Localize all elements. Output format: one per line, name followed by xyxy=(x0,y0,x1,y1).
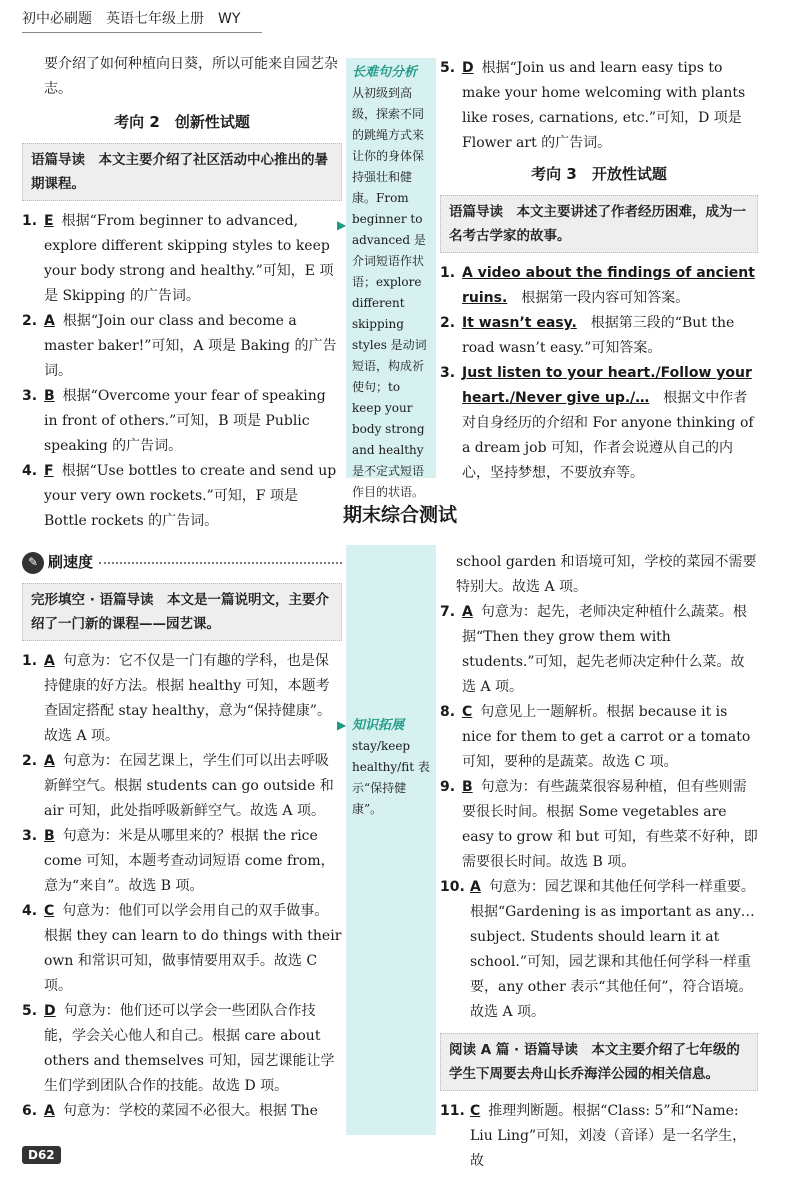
top-right-column xyxy=(440,56,758,486)
item-answer: D xyxy=(44,1003,56,1019)
item-number: 6. xyxy=(22,1103,38,1119)
reading-guide-2: 语篇导读 本文主要讲述了作者经历困难，成为一名考古学家的故事。 xyxy=(440,195,758,253)
item-number: 2. xyxy=(22,753,38,769)
item-number: 1. xyxy=(22,213,38,229)
bottom-left-column xyxy=(22,550,342,1124)
answer-item xyxy=(22,899,342,999)
reading-a-guide: 阅读 A 篇 · 语篇导读 本文主要介绍了七年级的学生下周要去舟山长乔海洋公园的相关信息。 xyxy=(440,1033,758,1091)
item-text: 根据“Overcome your fear of speaking in front of others.”可知，B 项是 Public speaking 的广告词。 xyxy=(44,388,326,454)
item-answer: A xyxy=(44,313,55,329)
item-text: 句意为：它不仅是一门有趣的学科，也是保持健康的好方法。根据 healthy 可知，本题考查固定搭配 stay healthy，意为“保持健康”。故选 A 项。 xyxy=(44,653,331,744)
sidebar-text: 从初级到高级，探索不同的跳绳方式来让你的身体保持强壮和健康。From beginner to advanced 是介词短语作状语；explore different skipping styles 是动词短语，构成祈使句；to keep your body strong and healthy 是不定式短语作目的状语。 xyxy=(352,86,427,499)
item-number: 3. xyxy=(22,828,38,844)
item-text: 根据“Join us and learn easy tips to make your home welcoming with plants like roses, carnations, etc.”可知，D 项是 Flower art 的广告词。 xyxy=(462,60,746,151)
answer-item xyxy=(22,649,342,749)
answer-item xyxy=(440,361,758,486)
item-answer: A video about the findings of ancient ruins. xyxy=(462,265,755,306)
item-answer: B xyxy=(44,388,55,404)
section-title-2: 考向 2 创新性试题 xyxy=(114,113,250,131)
item-number: 4. xyxy=(22,463,38,479)
section-title-3: 考向 3 开放性试题 xyxy=(531,165,667,183)
answer-item xyxy=(22,309,342,384)
item-answer: F xyxy=(44,463,54,479)
answer-item xyxy=(440,775,758,875)
item-answer: A xyxy=(44,1103,55,1119)
item-number: 3. xyxy=(440,365,456,381)
item-text: 根据文中作者对自身经历的介绍和 For anyone thinking of a dream job 可知，作者会说遵从自己的内心，坚持梦想，不要放弃等。 xyxy=(462,390,754,481)
page-number: D62 xyxy=(22,1146,61,1164)
answer-item xyxy=(22,384,342,459)
answer-item xyxy=(440,600,758,700)
item-text: 根据“Join our class and become a master baker!”可知，A 项是 Baking 的广告词。 xyxy=(44,313,337,379)
item-number: 8. xyxy=(440,704,456,720)
item-text: 根据第三段的“But the road wasn’t easy.”可知答案。 xyxy=(462,315,735,356)
sidebar-text: stay/keep healthy/fit 表示“保持健康”。 xyxy=(352,739,430,816)
pointer-arrow-icon: ▶ xyxy=(337,218,347,232)
bottom-right-column xyxy=(440,550,758,1174)
item-answer: D xyxy=(462,60,474,76)
item-number: 11. xyxy=(440,1103,465,1119)
item-number: 2. xyxy=(22,313,38,329)
pencil-icon: ✎ xyxy=(22,552,44,574)
item-number: 7. xyxy=(440,604,456,620)
top-left-column xyxy=(22,52,342,534)
answer-item xyxy=(22,1099,342,1124)
item-answer: Just listen to your heart./Follow your heart./Never give up./… xyxy=(462,365,752,406)
item-answer: A xyxy=(44,653,55,669)
answer-item xyxy=(440,311,758,361)
item-number: 1. xyxy=(440,265,456,281)
item-text: 根据第一段内容可知答案。 xyxy=(521,290,690,306)
item-text: 句意为：他们还可以学会一些团队合作技能，学会关心他人和自己。根据 care about others and themselves 可知，园艺课能让学生们学到团队合作的技能。故选 D 项。 xyxy=(44,1003,335,1094)
answer-item xyxy=(22,824,342,899)
item-answer: A xyxy=(462,604,473,620)
item-number: 10. xyxy=(440,879,465,895)
answer-item xyxy=(440,261,758,311)
knowledge-expansion-sidebar xyxy=(346,545,436,1135)
item-text: 句意为：学校的菜园不必很大。根据 The xyxy=(62,1103,318,1119)
item-text: 根据“Use bottles to create and send up your very own rockets.”可知，F 项是 Bottle rockets 的广告词。 xyxy=(44,463,337,529)
item-answer: C xyxy=(470,1103,481,1119)
intro-text: 要介绍了如何种植向日葵，所以可能来自园艺杂志。 xyxy=(44,56,338,97)
item-answer: A xyxy=(470,879,481,895)
item-text: 推理判断题。根据“Class: 5”和“Name: Liu Ling”可知，刘凌（音译）是一名学生，故 xyxy=(470,1103,747,1169)
item-text: 句意见上一题解析。根据 because it is nice for them to get a carrot or a tomato 可知，要种的是蔬菜。故选 C 项。 xyxy=(462,704,751,770)
item-text: 句意为：园艺课和其他任何学科一样重要。根据“Gardening is as important as any… subject. Students should learn it at school.”可知，园艺课和其他任何学科一样重要，any other 表示“其他任何”，符合语境。故选 A 项。 xyxy=(470,879,755,1020)
item-text: 句意为：有些蔬菜很容易种植，但有些则需要很长时间。根据 Some vegetables are easy to grow 和 but 可知，有些菜不好种，即需要很长时间。故选 B 项。 xyxy=(462,779,758,870)
item-text: 根据“From beginner to advanced, explore different skipping styles to keep your body strong and healthy.”可知，E 项是 Skipping 的广告词。 xyxy=(44,213,334,304)
item-text: 句意为：他们可以学会用自己的双手做事。根据 they can learn to do things with their own 和常识可知，做事情要用双手。故选 C 项。 xyxy=(44,903,342,994)
page-header xyxy=(22,8,240,28)
item-answer: C xyxy=(44,903,55,919)
sidebar-spacer xyxy=(352,549,430,715)
item-answer: A xyxy=(44,753,55,769)
item-answer: B xyxy=(462,779,473,795)
item-text: 句意为：在园艺课上，学生们可以出去呼吸新鲜空气。根据 students can go outside 和 air 可知，此处指呼吸新鲜空气。故选 A 项。 xyxy=(44,753,334,819)
item-number: 5. xyxy=(440,60,456,76)
continued-text: school garden 和语境可知，学校的菜园不需要特别大。故选 A 项。 xyxy=(456,554,757,595)
reading-guide-1: 语篇导读 本文主要介绍了社区活动中心推出的暑期课程。 xyxy=(22,143,342,201)
answer-item xyxy=(22,999,342,1099)
long-sentence-analysis-sidebar xyxy=(346,58,436,499)
cloze-reading-guide: 完形填空 · 语篇导读 本文是一篇说明文，主要介绍了一门新的课程——园艺课。 xyxy=(22,583,342,641)
item-number: 3. xyxy=(22,388,38,404)
answer-item xyxy=(440,700,758,775)
answer-item xyxy=(440,875,758,1025)
item-answer: E xyxy=(44,213,54,229)
badge-label: 刷速度 xyxy=(48,553,94,571)
pointer-arrow-icon: ▶ xyxy=(337,718,347,732)
answer-item xyxy=(440,1099,758,1174)
item-text: 句意为：米是从哪里来的？根据 the rice come 可知，本题考查动词短语 come from，意为“来自”。故选 B 项。 xyxy=(44,828,335,894)
item-number: 1. xyxy=(22,653,38,669)
speed-badge xyxy=(22,550,342,575)
sidebar-title: 长难句分析 xyxy=(352,65,418,80)
item-text: 句意为：起先，老师决定种植什么蔬菜。根据“Then they grow them with students.”可知，起先老师决定种什么菜。故选 A 项。 xyxy=(462,604,747,695)
answer-item xyxy=(440,56,758,156)
item-number: 5. xyxy=(22,1003,38,1019)
item-number: 9. xyxy=(440,779,456,795)
sidebar-title: 知识拓展 xyxy=(352,718,405,733)
answer-item xyxy=(22,749,342,824)
item-answer: It wasn’t easy. xyxy=(462,315,577,331)
item-number: 4. xyxy=(22,903,38,919)
final-test-title: 期末综合测试 xyxy=(342,504,457,526)
item-number: 2. xyxy=(440,315,456,331)
dotted-divider xyxy=(99,562,342,564)
item-answer: C xyxy=(462,704,473,720)
answer-item xyxy=(22,209,342,309)
header-rule xyxy=(22,32,262,33)
header-title: 初中必刷题 英语七年级上册 WY xyxy=(22,11,241,27)
item-answer: B xyxy=(44,828,55,844)
